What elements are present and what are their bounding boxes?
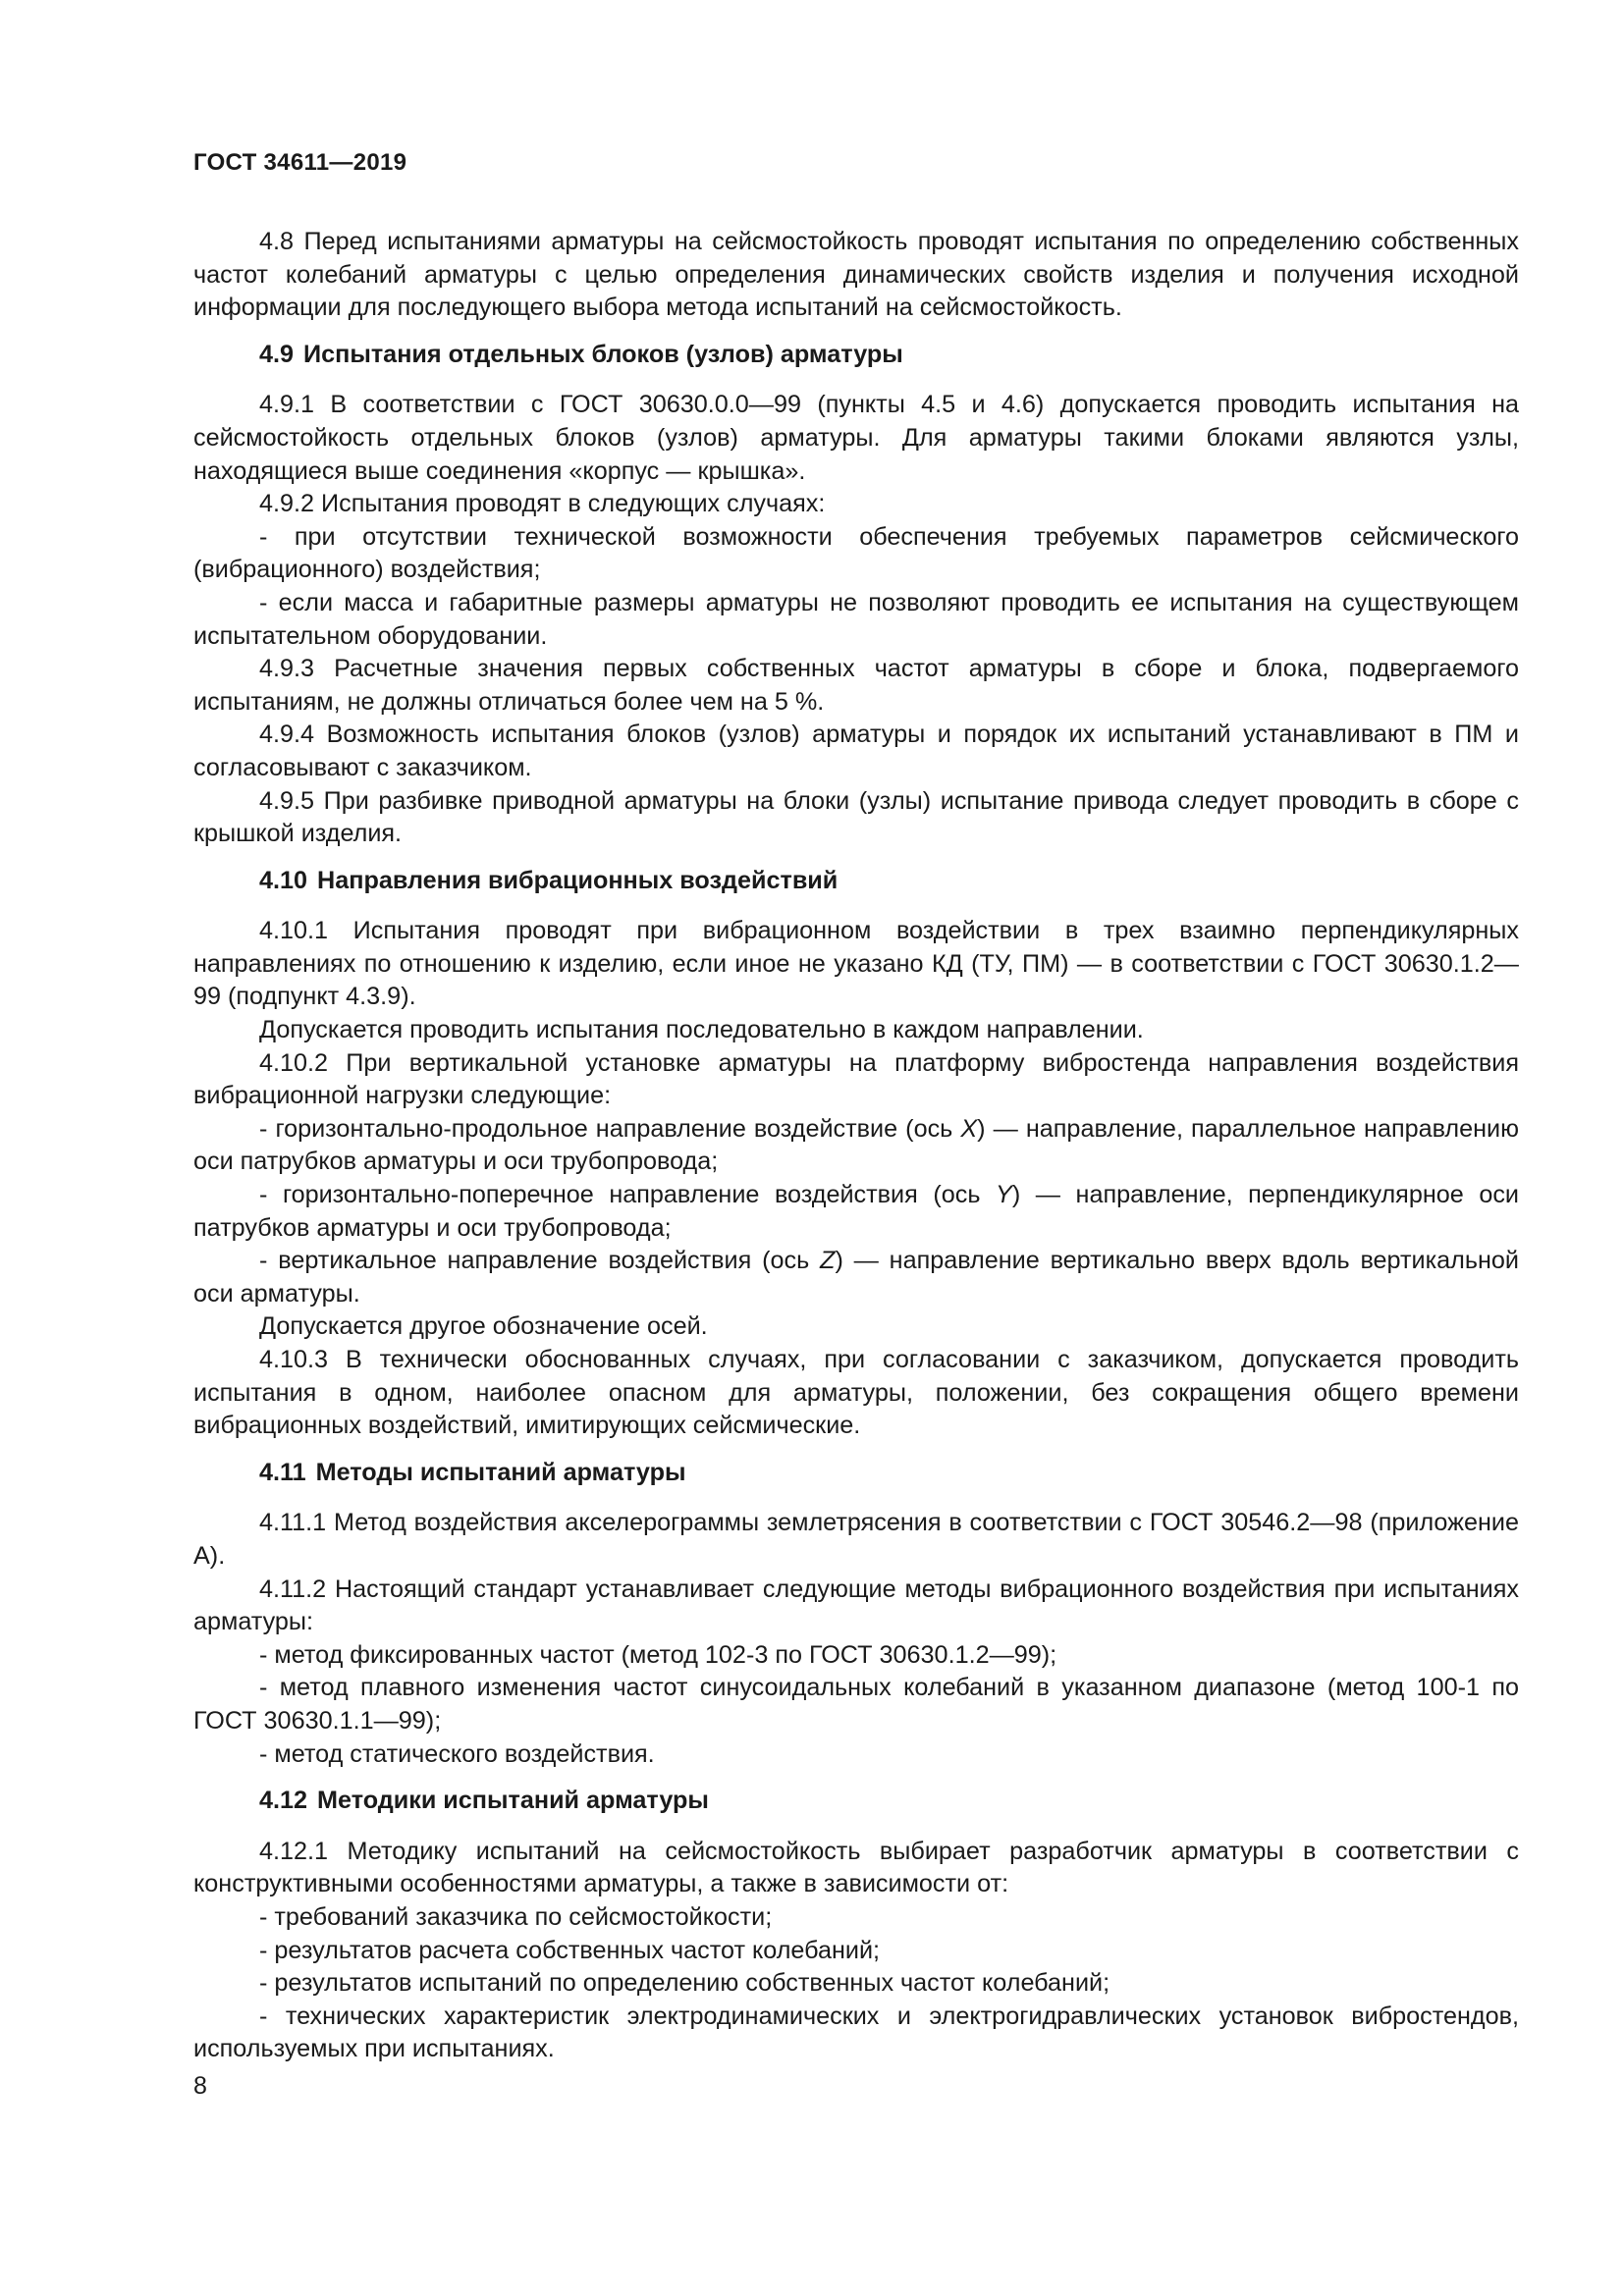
section-heading xyxy=(193,1785,1519,1818)
list-item: - требований заказчика по сейсмостойкости; xyxy=(259,1902,773,1931)
paragraph: 4.10.3 В технически обоснованных случаях, при согласовании с заказчиком, допускается проводить испытания в одном, наиболее опасном для арматуры, положении, без сокращения общего времени вибрационных воздействий, имитирующих сейсмические. xyxy=(193,1346,1519,1440)
list-item: - вертикальное направление воздействия (ось Z) — направление вертикально вверх вдоль вертикальной оси арматуры. xyxy=(193,1247,1519,1308)
section-title: Испытания отдельных блоков (узлов) арматуры xyxy=(303,340,903,368)
page-number: 8 xyxy=(193,2072,207,2100)
section-title: Направления вибрационных воздействий xyxy=(317,866,839,894)
section-heading xyxy=(193,1457,1519,1490)
paragraph: 4.9.1 В соответствии с ГОСТ 30630.0.0—99 (пункты 4.5 и 4.6) допускается проводить испытания на сейсмостойкость отдельных блоков (узлов) арматуры. Для арматуры такими блоками являются узлы, находящиеся выше соединения «корпус — крышка». xyxy=(193,391,1519,485)
section-title: Методы испытаний арматуры xyxy=(315,1458,686,1486)
paragraph: 4.9.3 Расчетные значения первых собственных частот арматуры в сборе и блока, подвергаемого испытаниям, не должны отличаться более чем на 5 %. xyxy=(193,655,1519,716)
paragraph: 4.9.2 Испытания проводят в следующих случаях: xyxy=(259,490,826,518)
list-item: - метод фиксированных частот (метод 102-3 по ГОСТ 30630.1.2—99); xyxy=(259,1640,1057,1669)
section-number: 4.10 xyxy=(259,866,308,894)
document-header: ГОСТ 34611—2019 xyxy=(193,149,407,176)
paragraph: 4.11.2 Настоящий стандарт устанавливает следующие методы вибрационного воздействия при испытаниях арматуры: xyxy=(193,1575,1519,1636)
list-item: - технических характеристик электродинамических и электрогидравлических установок вибростендов, используемых при испытаниях. xyxy=(193,2002,1519,2063)
paragraph: 4.11.1 Метод воздействия акселерограммы землетрясения в соответствии с ГОСТ 30546.2—98 (приложение А). xyxy=(193,1509,1519,1570)
list-item: - результатов испытаний по определению собственных частот колебаний; xyxy=(259,1969,1110,1998)
paragraph: 4.8 Перед испытаниями арматуры на сейсмостойкость проводят испытания по определению собственных частот колебаний арматуры с целью определения динамических свойств изделия и получения исходной информации для последующего выбора метода испытаний на сейсмостойкость. xyxy=(193,228,1519,322)
section-heading xyxy=(193,865,1519,898)
list-item: - метод плавного изменения частот синусоидальных колебаний в указанном диапазоне (метод 100-1 по ГОСТ 30630.1.1—99); xyxy=(193,1674,1519,1735)
list-item: - при отсутствии технической возможности обеспечения требуемых параметров сейсмического (вибрационного) воздействия; xyxy=(193,522,1519,584)
paragraph: 4.9.5 При разбивке приводной арматуры на блоки (узлы) испытание привода следует проводить в сборе с крышкой изделия. xyxy=(193,786,1519,848)
paragraph: 4.9.4 Возможность испытания блоков (узлов) арматуры и порядок их испытаний устанавливают в ПМ и согласовывают с заказчиком. xyxy=(193,721,1519,781)
section-number: 4.9 xyxy=(259,340,295,368)
section-heading xyxy=(193,339,1519,372)
paragraph: 4.12.1 Методику испытаний на сейсмостойкость выбирает разработчик арматуры в соответствии с конструктивными особенностями арматуры, а также в зависимости от: xyxy=(193,1837,1519,1898)
section-number: 4.12 xyxy=(259,1787,308,1815)
paragraph: 4.10.2 При вертикальной установке арматуры на платформу вибростенда направления воздействия вибрационной нагрузки следующие: xyxy=(193,1048,1519,1110)
paragraph: Допускается проводить испытания последовательно в каждом направлении. xyxy=(259,1016,1144,1044)
document-body xyxy=(193,226,1519,2066)
list-item: - метод статического воздействия. xyxy=(259,1739,655,1768)
list-item: - если масса и габаритные размеры арматуры не позволяют проводить ее испытания на существующем испытательном оборудовании. xyxy=(193,588,1519,650)
list-item: - результатов расчета собственных частот колебаний; xyxy=(259,1936,881,1964)
paragraph: 4.10.1 Испытания проводят при вибрационном воздействии в трех взаимно перпендикулярных направлениях по отношению к изделию, если иное не указано КД (ТУ, ПМ) — в соответствии с ГОСТ 30630.1.2—99 (подпункт 4.3.9). xyxy=(193,917,1519,1011)
section-number: 4.11 xyxy=(259,1458,306,1486)
list-item: - горизонтально-поперечное направление воздействия (ось Y) — направление, перпендикулярное оси патрубков арматуры и оси трубопровода; xyxy=(193,1181,1519,1242)
section-title: Методики испытаний арматуры xyxy=(317,1787,709,1815)
list-item: - горизонтально-продольное направление воздействие (ось X) — направление, параллельное направлению оси патрубков арматуры и оси трубопровода; xyxy=(193,1114,1519,1176)
paragraph: Допускается другое обозначение осей. xyxy=(259,1312,708,1341)
